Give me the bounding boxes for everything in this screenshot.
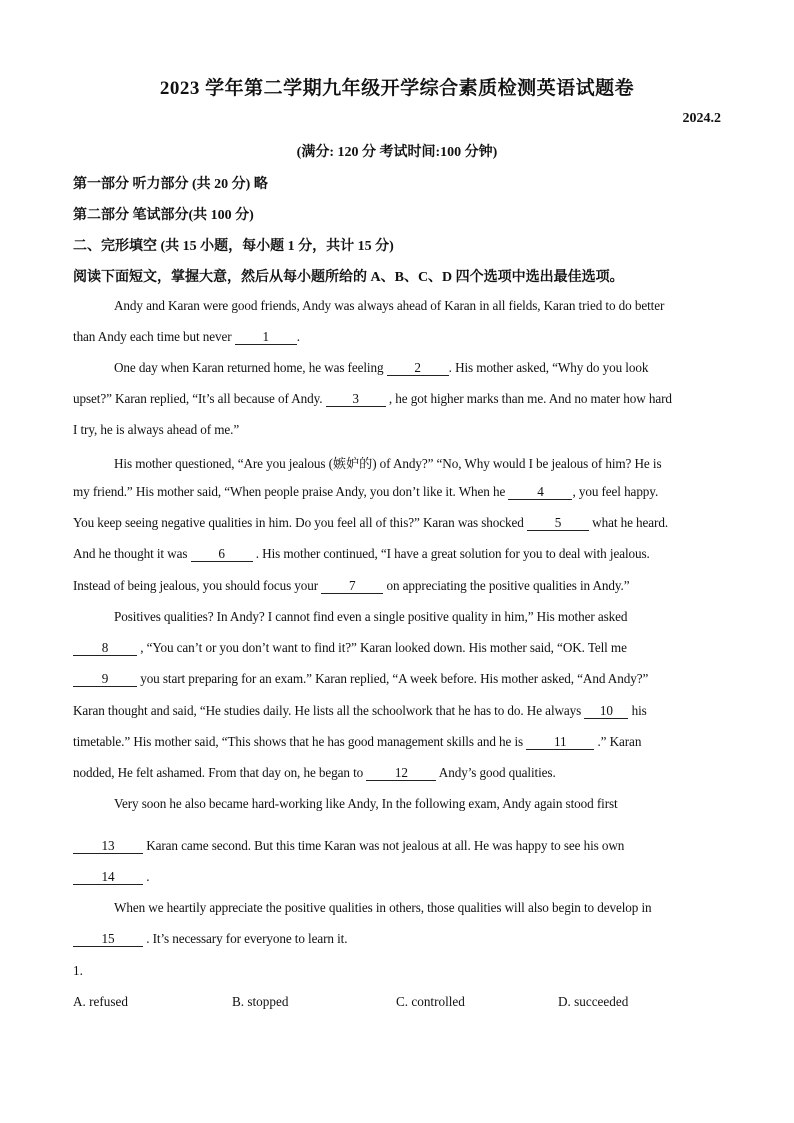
instruction-text: 阅读下面短文，掌握大意，然后从每小题所给的 A、B、C、D 四个选项中选出最佳选项。 — [73, 270, 624, 285]
passage-line — [73, 734, 641, 750]
option-b[interactable]: B. stopped — [232, 994, 289, 1009]
passage-text: Instead of being jealous, you should focus your — [73, 578, 322, 593]
passage-line — [114, 360, 648, 376]
passage-line — [73, 329, 300, 345]
blank-6: 6 — [191, 547, 253, 562]
passage-text: . His mother asked, “Why do you look — [448, 360, 649, 375]
passage-text: Karan thought and said, “He studies daily. He lists all the schoolwork that he has to do. He always — [73, 703, 585, 718]
passage-line: Very soon he also became hard-working like Andy, In the following exam, Andy again stood first — [114, 796, 618, 811]
passage-text: on appreciating the positive qualities in Andy.” — [383, 578, 630, 593]
passage-line — [73, 391, 672, 407]
passage-text: , you feel happy. — [572, 484, 659, 499]
passage-line — [73, 515, 668, 531]
passage-text: Andy’s good qualities. — [436, 765, 556, 780]
passage-text: upset?” Karan replied, “It’s all because of Andy. — [73, 391, 326, 406]
blank-4: 4 — [508, 485, 572, 500]
exam-date: 2024.2 — [682, 111, 721, 126]
option-d[interactable]: D. succeeded — [558, 994, 629, 1009]
passage-line: Positives qualities? In Andy? I cannot find even a single positive quality in him,” His mother asked — [114, 609, 628, 624]
passage-text: than Andy each time but never — [73, 329, 235, 344]
blank-7: 7 — [321, 579, 383, 594]
passage-text: You keep seeing negative qualities in him. Do you feel all of this?” Karan was shocked — [73, 515, 527, 530]
blank-5: 5 — [527, 516, 589, 531]
blank-13: 13 — [73, 839, 143, 854]
passage-line: His mother questioned, “Are you jealous (嫉妒的) of Andy?” “No, Why would I be jealous of him? He is — [114, 456, 662, 471]
blank-11: 11 — [526, 735, 594, 750]
exam-info: (满分: 120 分 考试时间:100 分钟) — [296, 145, 498, 160]
page-title: 2023 学年第二学期九年级开学综合素质检测英语试题卷 — [159, 78, 635, 99]
passage-line — [73, 640, 627, 656]
passage-text: , “You can’t or you don’t want to find it?” Karan looked down. His mother said, “OK. Tell me — [137, 640, 627, 655]
part2-heading: 第二部分 笔试部分(共 100 分) — [73, 208, 254, 223]
passage-line — [73, 869, 149, 885]
part1-heading: 第一部分 听力部分 (共 20 分) 略 — [73, 177, 268, 192]
passage-line — [73, 931, 347, 947]
blank-15: 15 — [73, 932, 143, 947]
passage-line — [73, 765, 556, 781]
passage-line: When we heartily appreciate the positive qualities in others, those qualities will also begin to develop in — [114, 900, 652, 915]
passage-line: Andy and Karan were good friends, Andy was always ahead of Karan in all fields, Karan tried to do better — [114, 298, 665, 313]
blank-3: 3 — [326, 392, 386, 407]
section2-title: 二、完形填空 (共 15 小题，每小题 1 分，共计 15 分) — [73, 239, 394, 254]
passage-text: what he heard. — [588, 515, 669, 530]
passage-text: Karan came second. But this time Karan was not jealous at all. He was happy to see his own — [143, 838, 625, 853]
blank-8: 8 — [73, 641, 137, 656]
passage-line — [73, 578, 630, 594]
passage-text: .” Karan — [594, 734, 642, 749]
blank-2: 2 — [387, 361, 449, 376]
option-a[interactable]: A. refused — [73, 994, 128, 1009]
passage-text: . — [296, 329, 300, 344]
passage-line — [73, 838, 624, 854]
passage-line — [73, 703, 647, 719]
question-number: 1. — [73, 963, 83, 978]
blank-9: 9 — [73, 672, 137, 687]
passage-text: . — [143, 869, 150, 884]
passage-text: , he got higher marks than me. And no mater how hard — [385, 391, 672, 406]
passage-text: . It’s necessary for everyone to learn it. — [143, 931, 348, 946]
blank-10: 10 — [584, 704, 628, 719]
passage-line — [73, 671, 648, 687]
passage-text: his — [628, 703, 647, 718]
passage-text: my friend.” His mother said, “When people praise Andy, you don’t like it. When he — [73, 484, 509, 499]
option-c[interactable]: C. controlled — [396, 994, 465, 1009]
blank-12: 12 — [366, 766, 436, 781]
blank-14: 14 — [73, 870, 143, 885]
passage-text: nodded, He felt ashamed. From that day on, he began to — [73, 765, 367, 780]
passage-line: I try, he is always ahead of me.” — [73, 422, 240, 437]
passage-text: . His mother continued, “I have a great solution for you to deal with jealous. — [252, 546, 650, 561]
passage-text: And he thought it was — [73, 546, 191, 561]
passage-text: One day when Karan returned home, he was feeling — [114, 360, 387, 375]
passage-line — [73, 484, 658, 500]
blank-1: 1 — [235, 330, 297, 345]
passage-line — [73, 546, 650, 562]
passage-text: timetable.” His mother said, “This shows that he has good management skills and he is — [73, 734, 527, 749]
passage-text: you start preparing for an exam.” Karan replied, “A week before. His mother asked, “And Andy?” — [137, 671, 649, 686]
